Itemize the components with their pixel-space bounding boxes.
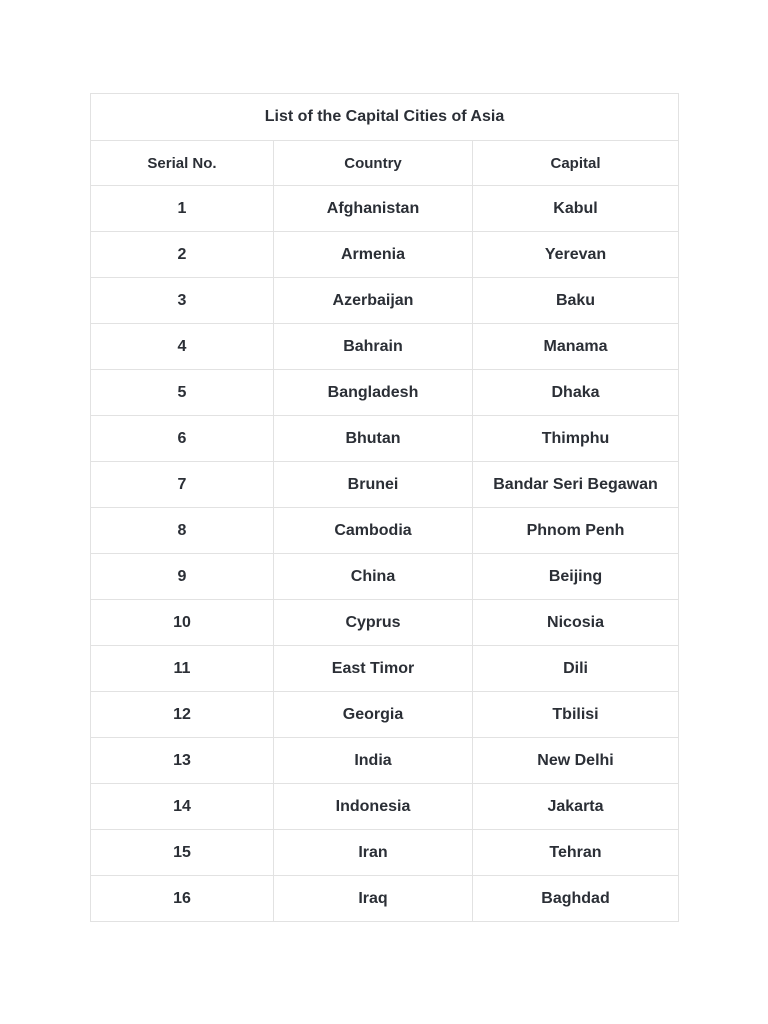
table-row (91, 830, 679, 876)
table-row (91, 738, 679, 784)
table-row (91, 324, 679, 370)
country-cell: China (274, 554, 473, 600)
country-cell: Indonesia (274, 784, 473, 830)
serial-cell: 13 (91, 738, 274, 784)
serial-cell: 11 (91, 646, 274, 692)
country-cell: Bangladesh (274, 370, 473, 416)
capital-cell: Yerevan (473, 232, 679, 278)
table-row (91, 646, 679, 692)
header-capital: Capital (473, 141, 679, 186)
country-cell: Georgia (274, 692, 473, 738)
capitals-table-container (90, 93, 678, 922)
table-body (91, 186, 679, 922)
country-cell: Azerbaijan (274, 278, 473, 324)
serial-cell: 15 (91, 830, 274, 876)
capital-cell: Baku (473, 278, 679, 324)
capital-cell: New Delhi (473, 738, 679, 784)
capital-cell: Phnom Penh (473, 508, 679, 554)
table-row (91, 600, 679, 646)
serial-cell: 1 (91, 186, 274, 232)
capital-cell: Dhaka (473, 370, 679, 416)
table-row (91, 186, 679, 232)
serial-cell: 14 (91, 784, 274, 830)
country-cell: Iran (274, 830, 473, 876)
table-title-row (91, 94, 679, 141)
table-row (91, 416, 679, 462)
country-cell: Bahrain (274, 324, 473, 370)
country-cell: East Timor (274, 646, 473, 692)
capital-cell: Manama (473, 324, 679, 370)
capital-cell: Bandar Seri Begawan (473, 462, 679, 508)
capitals-table (90, 93, 679, 922)
serial-cell: 3 (91, 278, 274, 324)
capital-cell: Nicosia (473, 600, 679, 646)
table-row (91, 508, 679, 554)
country-cell: Bhutan (274, 416, 473, 462)
table-row (91, 692, 679, 738)
country-cell: Afghanistan (274, 186, 473, 232)
capital-cell: Thimphu (473, 416, 679, 462)
country-cell: Iraq (274, 876, 473, 922)
capital-cell: Kabul (473, 186, 679, 232)
serial-cell: 2 (91, 232, 274, 278)
capital-cell: Tbilisi (473, 692, 679, 738)
serial-cell: 8 (91, 508, 274, 554)
serial-cell: 10 (91, 600, 274, 646)
capital-cell: Baghdad (473, 876, 679, 922)
country-cell: Cambodia (274, 508, 473, 554)
capital-cell: Jakarta (473, 784, 679, 830)
table-row (91, 278, 679, 324)
serial-cell: 6 (91, 416, 274, 462)
table-header-row (91, 141, 679, 186)
table-row (91, 554, 679, 600)
header-serial-no: Serial No. (91, 141, 274, 186)
serial-cell: 9 (91, 554, 274, 600)
country-cell: Armenia (274, 232, 473, 278)
header-country: Country (274, 141, 473, 186)
table-row (91, 876, 679, 922)
capital-cell: Beijing (473, 554, 679, 600)
table-row (91, 784, 679, 830)
country-cell: India (274, 738, 473, 784)
serial-cell: 12 (91, 692, 274, 738)
country-cell: Brunei (274, 462, 473, 508)
table-row (91, 370, 679, 416)
capital-cell: Tehran (473, 830, 679, 876)
serial-cell: 16 (91, 876, 274, 922)
capital-cell: Dili (473, 646, 679, 692)
serial-cell: 5 (91, 370, 274, 416)
table-title: List of the Capital Cities of Asia (91, 94, 679, 141)
country-cell: Cyprus (274, 600, 473, 646)
table-row (91, 462, 679, 508)
serial-cell: 7 (91, 462, 274, 508)
serial-cell: 4 (91, 324, 274, 370)
table-row (91, 232, 679, 278)
